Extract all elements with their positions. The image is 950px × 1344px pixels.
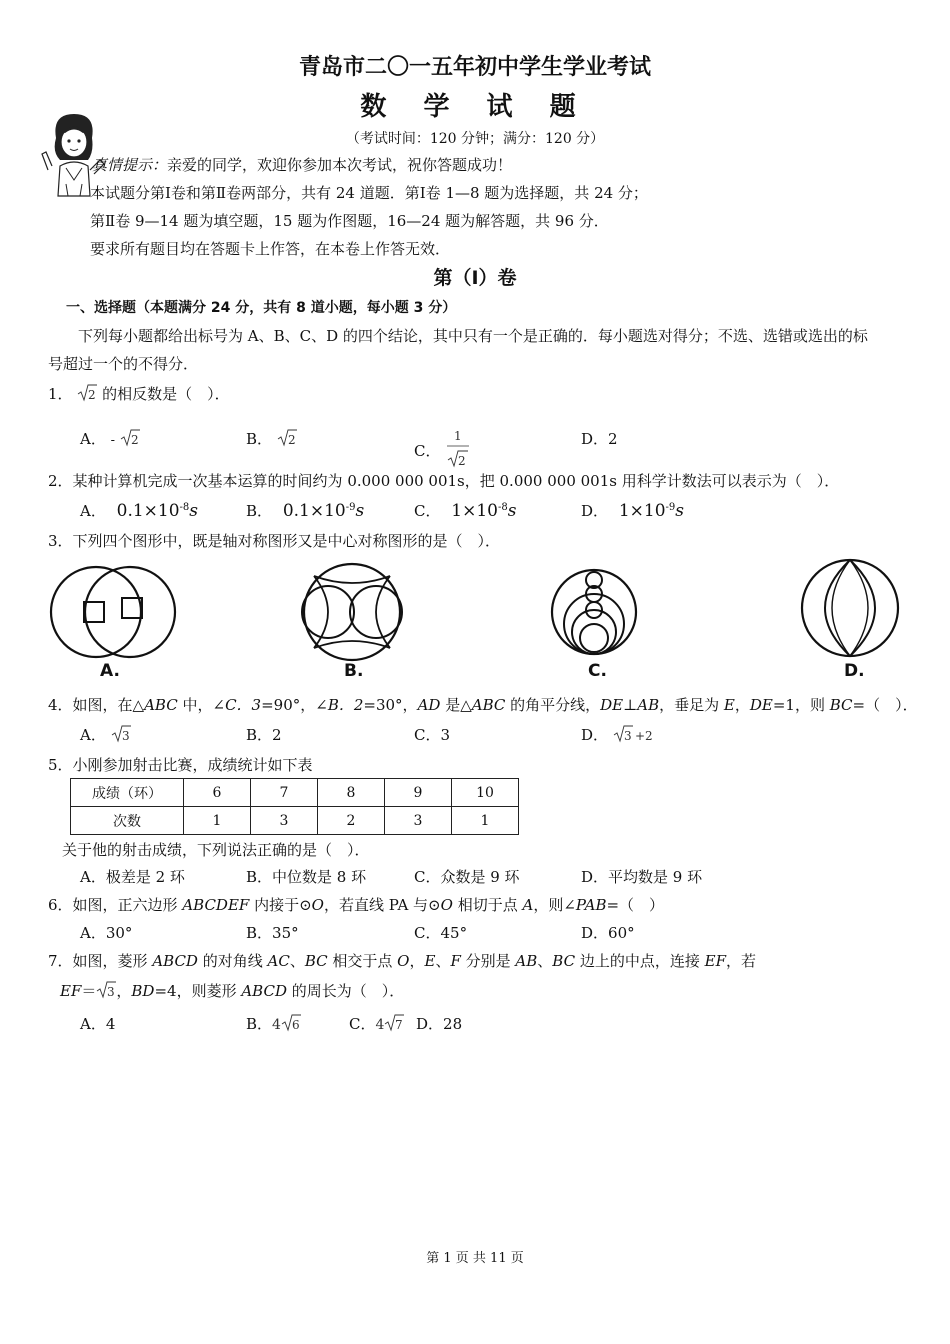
q2-a-unit: s (189, 501, 199, 521)
one-over-sqrt2-fraction (445, 428, 471, 472)
q7-l2-t5: =4，则菱形 (154, 982, 242, 1000)
q7-option-d[interactable]: D．28 (416, 1015, 463, 1033)
q4-t8: AD (417, 696, 441, 714)
sqrt2-symbol (120, 428, 140, 448)
q7-t10: E (424, 952, 436, 970)
q7-t12: F (450, 952, 461, 970)
svg-text:3: 3 (623, 729, 632, 743)
section-title: 第（Ⅰ）卷 (433, 267, 517, 289)
question-7 (48, 950, 756, 971)
q7-t4: AC (267, 952, 290, 970)
q5-option-d[interactable]: D．平均数是 9 环 (581, 868, 703, 886)
q6-option-b[interactable]: B．35° (246, 924, 299, 942)
q6-t6: O (440, 896, 453, 914)
q4-option-b[interactable]: B．2 (246, 726, 282, 744)
q4-option-c[interactable]: C．3 (414, 726, 451, 744)
q3-label-d: D. (844, 661, 865, 681)
q7-t6: BC (304, 952, 328, 970)
q1-c-label: C． (414, 442, 441, 460)
svg-text:2: 2 (458, 454, 466, 468)
q4-t20: BC (829, 696, 853, 714)
q3-label-b: B. (344, 661, 364, 681)
tips-line-2: 第Ⅱ卷 9—14 题为填空题，15 题为作图题，16—24 题为解答题，共 96 分． (90, 212, 609, 230)
part-heading: 一、选择题（本题满分 24 分，共有 8 道小题，每小题 3 分） (66, 300, 457, 316)
q7-t15: 、 (537, 952, 553, 970)
q2-option-b[interactable] (246, 500, 364, 521)
subject-title: 数 学 试 题 (360, 92, 590, 122)
q1-option-a[interactable]: A． - 2 (80, 430, 139, 448)
svg-text:7: 7 (395, 1018, 404, 1032)
q4-t3: 中，∠ (177, 696, 226, 714)
instructions-line-2: 号超过一个的不得分． (48, 355, 199, 373)
q4-t9: 是△ (440, 696, 472, 714)
q6-t7: 相切于点 (452, 896, 523, 914)
q7-b-label: B． (246, 1015, 273, 1033)
q2-c-unit: s (507, 501, 517, 521)
q4-t19: =1，则 (772, 696, 830, 714)
q1-text: 的相反数是（ ）． (102, 385, 230, 403)
q2-d-exponent: -9 (665, 502, 676, 513)
table-cell: 8 (318, 779, 385, 807)
q4-a-label: A． (80, 726, 106, 744)
q6-t1: 6．如图，正六边形 (48, 896, 183, 914)
table-cell: 7 (251, 779, 318, 807)
q3-figure-a[interactable] (48, 562, 178, 682)
q7-l2-t4: BD (131, 982, 155, 1000)
tips-line-greeting (92, 154, 512, 175)
q6-option-c[interactable]: C．45° (414, 924, 468, 942)
sqrt2-symbol (277, 428, 297, 448)
q2-a-exponent: -8 (179, 502, 190, 513)
q1-a-label: A． (80, 430, 106, 448)
q6-t9: ，则∠ (533, 896, 576, 914)
q4-t14: AB (637, 696, 660, 714)
q7-t13: 分别是 (460, 952, 516, 970)
q4-t17: ， (734, 696, 750, 714)
q1-option-d[interactable]: D．2 (581, 430, 618, 448)
q6-option-a[interactable]: A．30° (80, 924, 133, 942)
svg-text:1: 1 (454, 429, 462, 443)
q7-t1: 7．如图，菱形 (48, 952, 153, 970)
q7-t9: ， (409, 952, 425, 970)
q6-t4: O (311, 896, 324, 914)
sqrt2-symbol (77, 383, 97, 403)
exam-title: 青岛市二〇一五年初中学生学业考试 (298, 55, 651, 80)
q2-c-exponent: -8 (497, 502, 508, 513)
svg-text:2: 2 (88, 388, 96, 402)
q2-b-value: 0.1×10 (282, 501, 346, 521)
q2-c-value: 1×10 (451, 501, 498, 521)
q2-a-label: A． (80, 502, 106, 520)
exam-info: （考试时间：120 分钟；满分：120 分） (345, 131, 605, 147)
q3-figure-c[interactable] (548, 560, 640, 684)
table-cell: 2 (318, 807, 385, 835)
q3-label-c: C. (588, 661, 607, 681)
table-cell: 9 (385, 779, 452, 807)
q7-c-label: C． (349, 1015, 376, 1033)
row-label-count: 次数 (71, 807, 184, 835)
svg-text:3: 3 (121, 729, 130, 743)
tips-line-1: 本试题分第Ⅰ卷和第Ⅱ卷两部分，共有 24 道题．第Ⅰ卷 1—8 题为选择题，共 24 分； (90, 184, 648, 202)
q7-l2-t7: 的周长为（ ）． (286, 982, 405, 1000)
q7-option-b[interactable] (246, 1013, 301, 1034)
q6-t2: ABCDEF (182, 896, 250, 914)
instructions-line-1: 下列每小题都给出标号为 A、B、C、D 的四个结论，其中只有一个是正确的．每小题选对得分；不选、选错或选出的标 (78, 327, 868, 345)
sqrt3-symbol (96, 980, 116, 1000)
svg-text:3: 3 (107, 985, 116, 999)
q6-t8: A (522, 896, 534, 914)
q4-t16: E (723, 696, 735, 714)
q4-t18: DE (749, 696, 773, 714)
question-5: 5．小刚参加射击比赛，成绩统计如下表 (48, 756, 313, 774)
q4-t10: ABC (471, 696, 506, 714)
question-4 (48, 694, 918, 715)
q4-t11: 的角平分线， (505, 696, 601, 714)
q7-t3: 的对角线 (197, 952, 268, 970)
table-row (71, 807, 519, 835)
table-cell: 3 (251, 807, 318, 835)
row-label-score: 成绩（环） (71, 779, 184, 807)
q7-option-c[interactable] (349, 1013, 404, 1034)
q4-t7: =30°， (363, 696, 418, 714)
q2-d-label: D． (581, 502, 609, 520)
q4-t21: =（ ）． (852, 696, 918, 714)
q7-t18: EF (704, 952, 726, 970)
q2-option-a[interactable] (80, 500, 198, 521)
q4-option-a[interactable] (80, 724, 131, 745)
q7-t5: 、 (289, 952, 305, 970)
q4-t6: B．2 (327, 696, 364, 714)
q7-t19: ，若 (725, 952, 756, 970)
table-cell: 10 (452, 779, 519, 807)
table-cell: 1 (184, 807, 251, 835)
q4-option-d[interactable] (581, 724, 655, 745)
question-3: 3．下列四个图形中，既是轴对称图形又是中心对称图形的是（ ）． (48, 532, 501, 550)
q4-t5: =90°，∠ (261, 696, 328, 714)
q7-t16: BC (552, 952, 576, 970)
tips-label: 真情提示： (92, 156, 168, 174)
q7-t17: 边上的中点，连接 (575, 952, 705, 970)
q4-t1: 4．如图，在△ (48, 696, 145, 714)
sqrt3-symbol (111, 724, 131, 744)
svg-text:+2: +2 (634, 729, 653, 743)
q7-l2-t1: EF (60, 982, 82, 1000)
q2-b-exponent: -9 (345, 502, 356, 513)
q4-t13: ⊥ (623, 696, 638, 714)
table-cell: 3 (385, 807, 452, 835)
q7-b-coef: 4 (272, 1017, 281, 1033)
q7-t8: O (397, 952, 410, 970)
question-7-line-2 (60, 980, 404, 1001)
q6-t11: =（ ） (606, 896, 665, 914)
q3-figure-b[interactable] (284, 560, 420, 684)
tips-greeting: 亲爱的同学，欢迎你参加本次考试，祝你答题成功！ (167, 156, 513, 174)
q7-c-coef: 4 (375, 1017, 385, 1033)
q2-b-unit: s (355, 501, 365, 521)
q4-d-label: D． (581, 726, 609, 744)
q6-t10: PAB (575, 896, 607, 914)
score-table (70, 778, 519, 835)
sqrt7-symbol (384, 1013, 404, 1033)
question-6 (48, 894, 664, 915)
q2-d-unit: s (675, 501, 684, 521)
q7-l2-t6: ABCD (241, 982, 287, 1000)
q2-option-c[interactable] (414, 500, 516, 521)
sqrt6-symbol (281, 1013, 301, 1033)
q6-t5: ，若直线 PA 与⊙ (323, 896, 441, 914)
q1-b-label: B． (246, 430, 273, 448)
q7-t2: ABCD (152, 952, 198, 970)
q7-l2-t2: ＝ (81, 982, 97, 1000)
q7-t7: 相交于点 (327, 952, 398, 970)
q5-option-b[interactable]: B．中位数是 8 环 (246, 868, 367, 886)
q2-d-value: 1×10 (618, 501, 666, 521)
q3-figure-d[interactable] (796, 556, 906, 684)
q7-t14: AB (515, 952, 538, 970)
q6-option-d[interactable]: D．60° (581, 924, 635, 942)
q2-b-label: B． (246, 502, 273, 520)
q5-option-a[interactable]: A．极差是 2 环 (80, 868, 185, 886)
page-footer: 第 1 页 共 11 页 (426, 1251, 524, 1266)
q1-number: 1． (48, 385, 73, 403)
tips-line-3: 要求所有题目均在答题卡上作答，在本卷上作答无效． (90, 240, 451, 258)
table-row (71, 779, 519, 807)
q4-t4: C．3 (225, 696, 262, 714)
sqrt3-plus-2 (613, 724, 655, 744)
q7-t11: 、 (435, 952, 451, 970)
q4-t12: DE (600, 696, 624, 714)
svg-text:6: 6 (291, 1018, 300, 1032)
q2-c-label: C． (414, 502, 441, 520)
q4-t2: ABC (144, 696, 178, 714)
q1-option-c[interactable] (414, 428, 471, 472)
q5-option-c[interactable]: C．众数是 9 环 (414, 868, 520, 886)
q1-option-b[interactable] (246, 428, 297, 449)
table-cell: 1 (452, 807, 519, 835)
q5-question: 关于他的射击成绩，下列说法正确的是（ ）． (62, 841, 370, 859)
q4-t15: ，垂足为 (659, 696, 724, 714)
q3-label-a: A. (100, 661, 120, 681)
table-cell: 6 (184, 779, 251, 807)
svg-text:2: 2 (287, 433, 296, 447)
q2-option-d[interactable] (581, 500, 684, 521)
svg-text:2: 2 (130, 433, 139, 447)
question-1 (48, 383, 230, 404)
q2-a-value: 0.1×10 (116, 501, 180, 521)
q7-l2-t3: ， (116, 982, 132, 1000)
q6-t3: 内接于⊙ (249, 896, 312, 914)
q7-option-a[interactable]: A．4 (80, 1015, 116, 1033)
question-2: 2．某种计算机完成一次基本运算的时间约为 0.000 000 001s，把 0.000 000 001s 用科学计数法可以表示为（ ）． (48, 472, 840, 490)
